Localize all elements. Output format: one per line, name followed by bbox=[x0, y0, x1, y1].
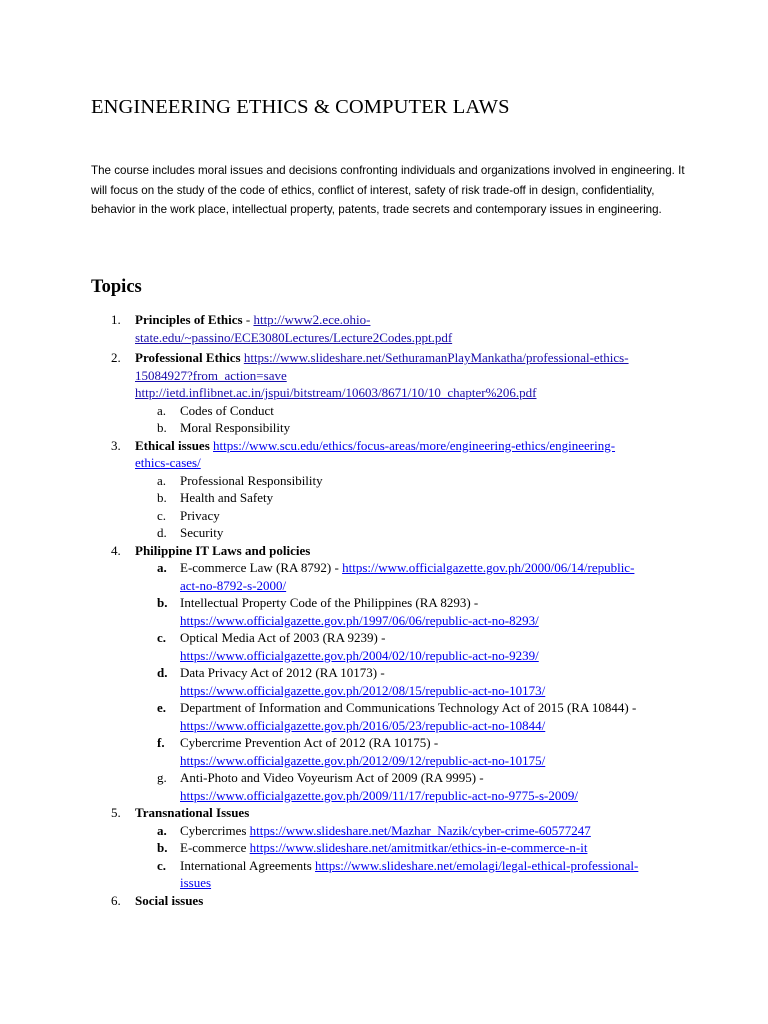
topic-number: 3. bbox=[111, 437, 121, 453]
topic-link[interactable]: state.edu/~passino/ECE3080Lectures/Lecture2Codes.ppt.pdf bbox=[135, 329, 453, 345]
subtopic-link[interactable]: https://www.officialgazette.gov.ph/2012/09/12/republic-act-no-10175/ bbox=[180, 752, 546, 768]
topic-label: Transnational Issues bbox=[135, 805, 250, 820]
topic-item bbox=[91, 542, 691, 560]
subtopic-item bbox=[91, 629, 691, 664]
subtopic-item bbox=[91, 822, 691, 840]
topic-label: Ethical issues bbox=[135, 437, 210, 453]
subtopic-letter: g. bbox=[157, 770, 167, 785]
subtopic-link[interactable]: https://www.officialgazette.gov.ph/2009/11/17/republic-act-no-9775-s-2009/ bbox=[180, 787, 578, 803]
topic-item bbox=[91, 311, 691, 346]
subtopic-text: Codes of Conduct bbox=[180, 402, 274, 418]
subtopic-letter: d. bbox=[157, 525, 167, 540]
subtopic-text: Security bbox=[180, 525, 224, 540]
topic-number: 1. bbox=[111, 312, 121, 327]
subtopic-link[interactable]: issues bbox=[180, 875, 212, 890]
topic-item bbox=[91, 437, 691, 472]
subtopic-text: Cybercrime Prevention Act of 2012 (RA 10175) - bbox=[180, 735, 439, 750]
subtopic-item bbox=[91, 664, 691, 699]
subtopic-link[interactable]: https://www.officialgazette.gov.ph/1997/06/06/republic-act-no-8293/ bbox=[180, 612, 539, 628]
topic-item bbox=[91, 349, 691, 402]
subtopic-item bbox=[91, 839, 691, 857]
subtopic-letter: b. bbox=[157, 490, 167, 505]
subtopic-letter: a. bbox=[157, 822, 167, 838]
subtopic-text: E-commerce bbox=[180, 840, 250, 855]
subtopic-link[interactable]: https://www.slideshare.net/Mazhar_Nazik/cyber-crime-60577247 bbox=[249, 822, 591, 838]
subtopic-text: Professional Responsibility bbox=[180, 472, 323, 488]
subtopic-item bbox=[91, 524, 691, 542]
subtopic-letter: e. bbox=[157, 700, 167, 715]
subtopic-text: International Agreements bbox=[180, 857, 316, 873]
subtopic-text: Department of Information and Communications Technology Act of 2015 (RA 10844) - bbox=[180, 700, 637, 715]
topic-item bbox=[91, 804, 691, 822]
subtopic-text: Cybercrimes bbox=[180, 822, 250, 838]
subtopic-text: Data Privacy Act of 2012 (RA 10173) - bbox=[180, 665, 385, 680]
topic-label: Professional Ethics bbox=[135, 350, 241, 365]
topic-number: 2. bbox=[111, 350, 121, 365]
subtopic-item bbox=[91, 559, 691, 594]
topic-number: 4. bbox=[111, 542, 121, 558]
subtopic-letter: c. bbox=[157, 507, 167, 523]
subtopic-text: E-commerce Law (RA 8792) - bbox=[180, 560, 343, 575]
subtopic-link[interactable]: act-no-8792-s-2000/ bbox=[180, 577, 287, 593]
subtopic-text: Health and Safety bbox=[180, 490, 274, 505]
topic-label: Philippine IT Laws and policies bbox=[135, 542, 311, 558]
subtopic-letter: c. bbox=[157, 630, 167, 645]
subtopic-link[interactable]: https://www.slideshare.net/amitmitkar/ethics-in-e-commerce-n-it bbox=[249, 840, 588, 855]
subtopic-letter: b. bbox=[157, 840, 168, 855]
subtopic-text: Intellectual Property Code of the Philippines (RA 8293) - bbox=[180, 595, 479, 610]
subtopic-item bbox=[91, 419, 691, 437]
topic-link[interactable]: https://www.scu.edu/ethics/focus-areas/more/engineering-ethics/engineering- bbox=[213, 437, 616, 453]
subtopic-link[interactable]: https://www.officialgazette.gov.ph/2016/05/23/republic-act-no-10844/ bbox=[180, 717, 546, 733]
subtopic-link[interactable]: https://www.officialgazette.gov.ph/2012/08/15/republic-act-no-10173/ bbox=[180, 682, 546, 698]
subtopic-text: Optical Media Act of 2003 (RA 9239) - bbox=[180, 630, 386, 645]
subtopic-item bbox=[91, 402, 691, 420]
subtopic-item bbox=[91, 472, 691, 490]
topics-heading: Topics bbox=[91, 277, 142, 297]
subtopic-item bbox=[91, 699, 691, 734]
topic-link[interactable]: http://ietd.inflibnet.ac.in/jspui/bitstream/10603/8671/10/10_chapter%206.pdf bbox=[135, 385, 537, 400]
topic-label: Social issues bbox=[135, 892, 204, 908]
topic-link[interactable]: http://www2.ece.ohio- bbox=[253, 312, 371, 327]
subtopic-item bbox=[91, 857, 691, 892]
topic-link[interactable]: https://www.slideshare.net/SethuramanPlayMankatha/professional-ethics- bbox=[243, 350, 629, 365]
topic-item bbox=[91, 892, 691, 910]
topic-link[interactable]: 15084927?from_action=save bbox=[135, 367, 287, 383]
course-description: The course includes moral issues and decisions confronting individuals and organizations involved in engineering. It will focus on the study of the code of ethics, conflict of interest, safety of risk trade-off in design, confidentiality, behavior in the work place, intellectual property, patents, trade secrets and contemporary issues in engineering. bbox=[91, 164, 685, 216]
subtopic-letter: a. bbox=[157, 402, 167, 418]
subtopic-item bbox=[91, 769, 691, 804]
subtopic-letter: f. bbox=[157, 735, 165, 750]
subtopic-text: Anti-Photo and Video Voyeurism Act of 2009 (RA 9995) - bbox=[180, 770, 484, 785]
subtopic-letter: a. bbox=[157, 560, 167, 575]
subtopic-link[interactable]: https://www.officialgazette.gov.ph/2000/06/14/republic- bbox=[342, 560, 635, 575]
subtopic-item bbox=[91, 594, 691, 629]
subtopic-letter: b. bbox=[157, 595, 168, 610]
topic-number: 6. bbox=[111, 892, 121, 908]
subtopic-link[interactable]: https://www.slideshare.net/emolagi/legal-ethical-professional- bbox=[315, 857, 639, 873]
document-title: ENGINEERING ETHICS & COMPUTER LAWS bbox=[91, 96, 510, 118]
subtopic-letter: b. bbox=[157, 420, 167, 435]
subtopic-text: Privacy bbox=[180, 507, 220, 523]
subtopic-item bbox=[91, 489, 691, 507]
subtopic-item bbox=[91, 507, 691, 525]
subtopic-letter: c. bbox=[157, 857, 167, 873]
topics-list bbox=[91, 311, 691, 909]
subtopic-letter: a. bbox=[157, 472, 167, 488]
subtopic-letter: d. bbox=[157, 665, 168, 680]
subtopic-link[interactable]: https://www.officialgazette.gov.ph/2004/02/10/republic-act-no-9239/ bbox=[180, 647, 539, 663]
topic-separator: - bbox=[242, 312, 254, 327]
topic-link[interactable]: ethics-cases/ bbox=[135, 455, 201, 470]
subtopic-text: Moral Responsibility bbox=[180, 420, 291, 435]
subtopic-item bbox=[91, 734, 691, 769]
topic-label: Principles of Ethics bbox=[135, 312, 243, 327]
topic-number: 5. bbox=[111, 805, 121, 820]
